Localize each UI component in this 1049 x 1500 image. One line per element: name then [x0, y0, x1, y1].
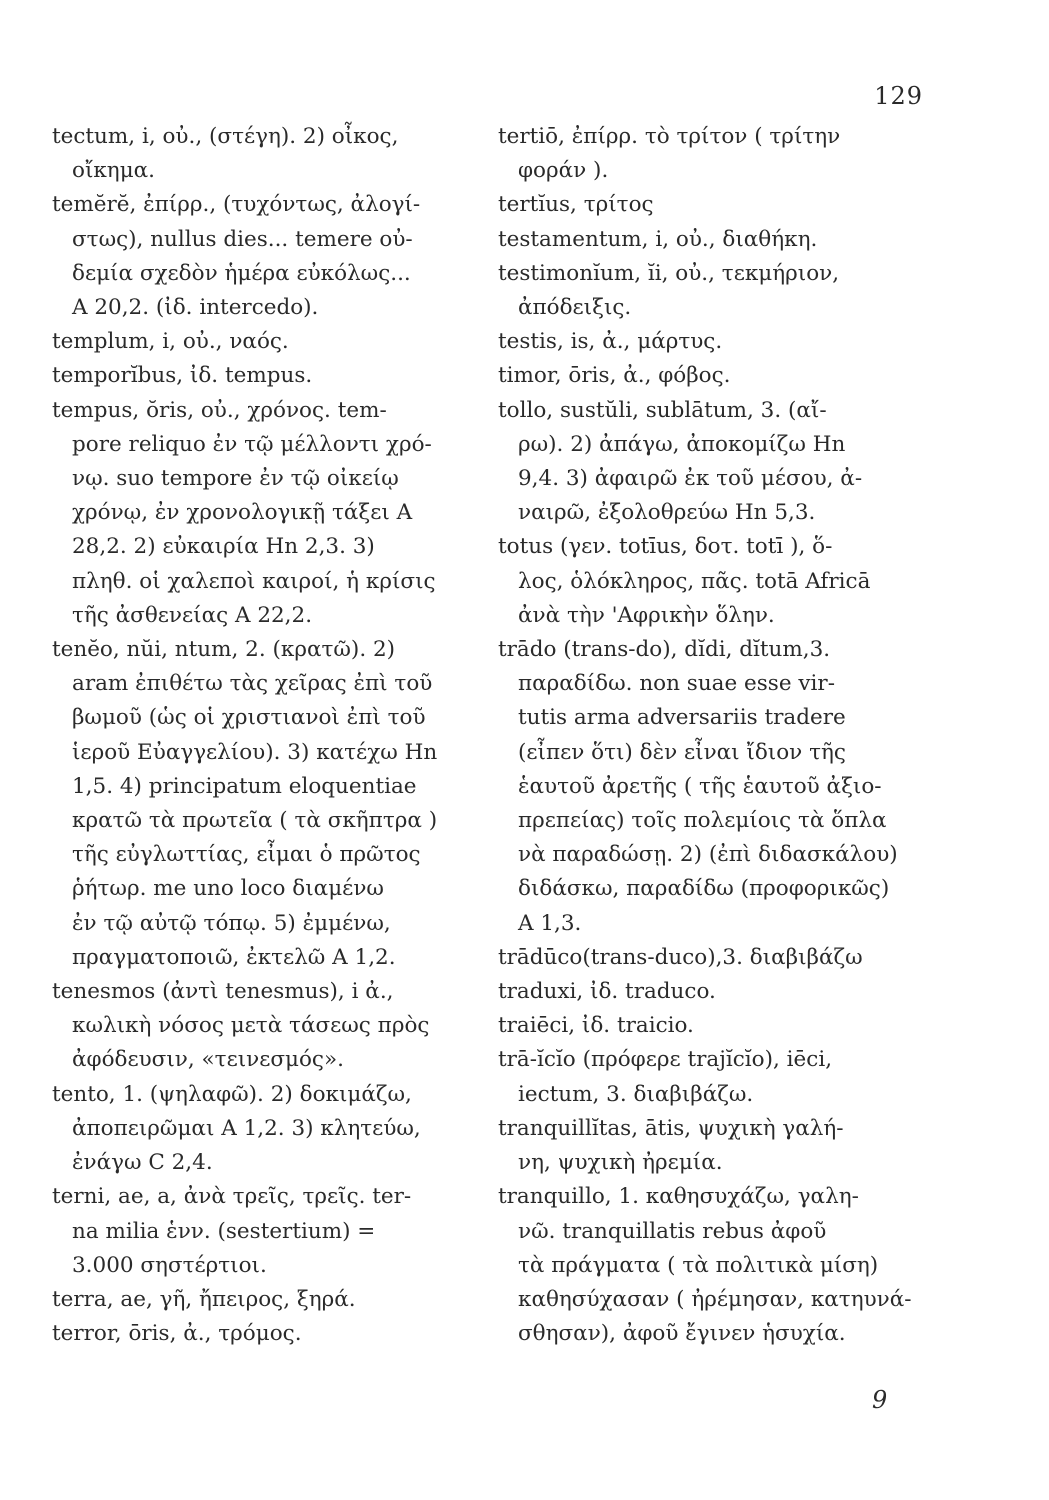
entry-line: ρω). 2) ἀπάγω, ἀποκομίζω Hn [518, 431, 846, 457]
entry-line: ἀπόδειξις. [518, 295, 632, 321]
entry-line: ἐν τῷ αὐτῷ τόπῳ. 5) ἐμμένω, [72, 910, 391, 936]
entry-line: terni, ae, a, ἀνὰ τρεῖς, τρεῖς. ter- [52, 1184, 412, 1210]
entry-line: σθησαν), ἀφοῦ ἔγινεν ἡσυχία. [518, 1321, 846, 1347]
entry-line: (εἶπεν ὅτι) δὲν εἶναι ἴδιον τῆς [518, 739, 846, 765]
entry-line: ἱεροῦ Εὐαγγελίου). 3) κατέχω Hn [72, 739, 438, 765]
entry-line: tertĭus, τρίτος [498, 192, 654, 218]
entry-line: A 1,3. [518, 910, 582, 936]
entry-line: temporĭbus, ἰδ. tempus. [52, 363, 313, 389]
entry-line: tollo, sustŭli, sublātum, 3. (αἴ- [498, 397, 827, 423]
entry-line: traiēci, ἰδ. traicio. [498, 1013, 694, 1039]
entry-line: νῳ. suo tempore ἐν τῷ οἰκείῳ [72, 466, 399, 492]
entry-line: tertiō, ἐπίρρ. τὸ τρίτον ( τρίτην [498, 124, 841, 149]
entry-line: timor, ōris, ἀ., φόβος. [498, 363, 731, 389]
entry-line: βωμοῦ (ὡς οἱ χριστιανοὶ ἐπὶ τοῦ [72, 705, 426, 731]
entry-line: trādo (trans-do), dĭdi, dĭtum,3. [498, 637, 831, 663]
entry-line: tectum, i, οὐ., (στέγη). 2) οἶκος, [52, 124, 399, 149]
entry-line: tenesmos (ἀντὶ tenesmus), i ἀ., [52, 979, 394, 1005]
page-number: 129 [874, 82, 923, 110]
entry-line: τῆς ἀσθενείας A 22,2. [72, 602, 313, 628]
entry-line: 1,5. 4) principatum eloquentiae [72, 773, 417, 799]
entry-line: ἑαυτοῦ ἀρετῆς ( τῆς ἑαυτοῦ ἀξιο- [518, 773, 882, 799]
entry-line: trādūco(trans-duco),3. διαβιβάζω [498, 944, 863, 970]
entry-line: na milia ἑνν. (sestertium) = [72, 1218, 376, 1244]
entry-line: ῥήτωρ. me uno loco διαμένω [72, 876, 384, 902]
entry-line: testis, is, ἀ., μάρτυς. [498, 329, 723, 355]
entry-line: νὰ παραδώσῃ. 2) (ἐπὶ διδασκάλου) [518, 842, 898, 868]
entry-line: καθησύχασαν ( ἠρέμησαν, κατηυνά- [518, 1286, 912, 1312]
entry-line: πραγματοποιῶ, ἐκτελῶ A 1,2. [72, 944, 396, 970]
entry-line: τῆς εὐγλωττίας, εἶμαι ὁ πρῶτος [72, 842, 421, 868]
entry-line: trā-ĭcĭo (πρόφερε trajĭcĭo), iēci, [498, 1047, 833, 1073]
entry-line: terror, ōris, ἀ., τρόμος. [52, 1321, 302, 1347]
entry-line: tranquillo, 1. καθησυχάζω, γαλη- [498, 1184, 859, 1210]
entry-line: ἐνάγω C 2,4. [72, 1150, 213, 1176]
entry-line: ναιρῶ, ἐξολοθρεύω Hn 5,3. [518, 500, 816, 526]
entry-line: 3.000 σηστέρτιοι. [72, 1252, 267, 1278]
entry-line: δεμία σχεδὸν ἡμέρα εὐκόλως... [72, 260, 411, 286]
signature-mark: 9 [872, 1386, 888, 1414]
entry-line: πληθ. οἱ χαλεποὶ καιροί, ἡ κρίσις [72, 568, 436, 594]
entry-line: 28,2. 2) εὐκαιρία Hn 2,3. 3) [72, 534, 375, 560]
entry-line: τὰ πράγματα ( τὰ πολιτικὰ μίση) [518, 1252, 879, 1278]
entry-line: οἴκημα. [72, 158, 156, 184]
entry-line: κωλικὴ νόσος μετὰ τάσεως πρὸς [72, 1013, 430, 1039]
entry-line: tempus, ŏris, οὐ., χρόνος. tem- [52, 397, 387, 423]
entry-line: testimonĭum, ĭi, οὐ., τεκμήριον, [498, 260, 840, 286]
entry-line: testamentum, i, οὐ., διαθήκη. [498, 226, 818, 252]
entry-line: tento, 1. (ψηλαφῶ). 2) δοκιμάζω, [52, 1081, 412, 1107]
entry-line: πρεπείας) τοῖς πολεμίοις τὰ ὅπλα [518, 808, 887, 834]
entry-line: iectum, 3. διαβιβάζω. [518, 1081, 754, 1107]
entry-line: στως), nullus dies... temere οὐ- [72, 226, 413, 252]
entry-line: aram ἐπιθέτω τὰς χεῖρας ἐπὶ τοῦ [72, 671, 433, 697]
entry-line: pore reliquo ἐν τῷ μέλλοντι χρό- [72, 431, 432, 457]
right-column [498, 120, 930, 1351]
entry-line: λος, ὁλόκληρος, πᾶς. totā Africā [518, 568, 871, 594]
entry-line: χρόνῳ, ἐν χρονολογικῇ τάξει A [72, 500, 413, 526]
entry-line: φοράν ). [518, 158, 609, 184]
entry-line: totus (γεν. totīus, δοτ. totī ), ὅ- [498, 534, 833, 560]
entry-line: terra, ae, γῆ, ἤπειρος, ξηρά. [52, 1286, 356, 1312]
entry-line: tenĕo, nŭi, ntum, 2. (κρατῶ). 2) [52, 637, 396, 663]
entry-line: ἀφόδευσιν, «τεινεσμός». [72, 1047, 344, 1073]
entry-line: κρατῶ τὰ πρωτεῖα ( τὰ σκῆπτρα ) [72, 808, 438, 834]
entry-line: 9,4. 3) ἀφαιρῶ ἐκ τοῦ μέσου, ἀ- [518, 466, 863, 492]
entry-line: A 20,2. (ἰδ. intercedo). [72, 295, 319, 321]
entry-line: temĕrĕ, ἐπίρρ., (τυχόντως, ἀλογί- [52, 192, 421, 218]
entry-line: διδάσκω, παραδίδω (προφορικῶς) [518, 876, 890, 902]
entry-line: templum, i, οὐ., ναός. [52, 329, 289, 355]
entry-line: ἀνὰ τὴν 'Αφρικὴν ὅλην. [518, 602, 775, 628]
entry-line: παραδίδω. non suae esse vir- [518, 671, 835, 697]
entry-line: tranquillĭtas, ātis, ψυχικὴ γαλή- [498, 1115, 844, 1141]
entry-line: νη, ψυχικὴ ἠρεμία. [518, 1150, 723, 1176]
entry-line: traduxi, ἰδ. traduco. [498, 979, 716, 1005]
entry-line: νῶ. tranquillatis rebus ἀφοῦ [518, 1218, 827, 1244]
entry-line: tutis arma adversariis tradere [518, 705, 846, 731]
left-column [52, 120, 484, 1351]
entry-line: ἀποπειρῶμαι A 1,2. 3) κλητεύω, [72, 1115, 421, 1141]
